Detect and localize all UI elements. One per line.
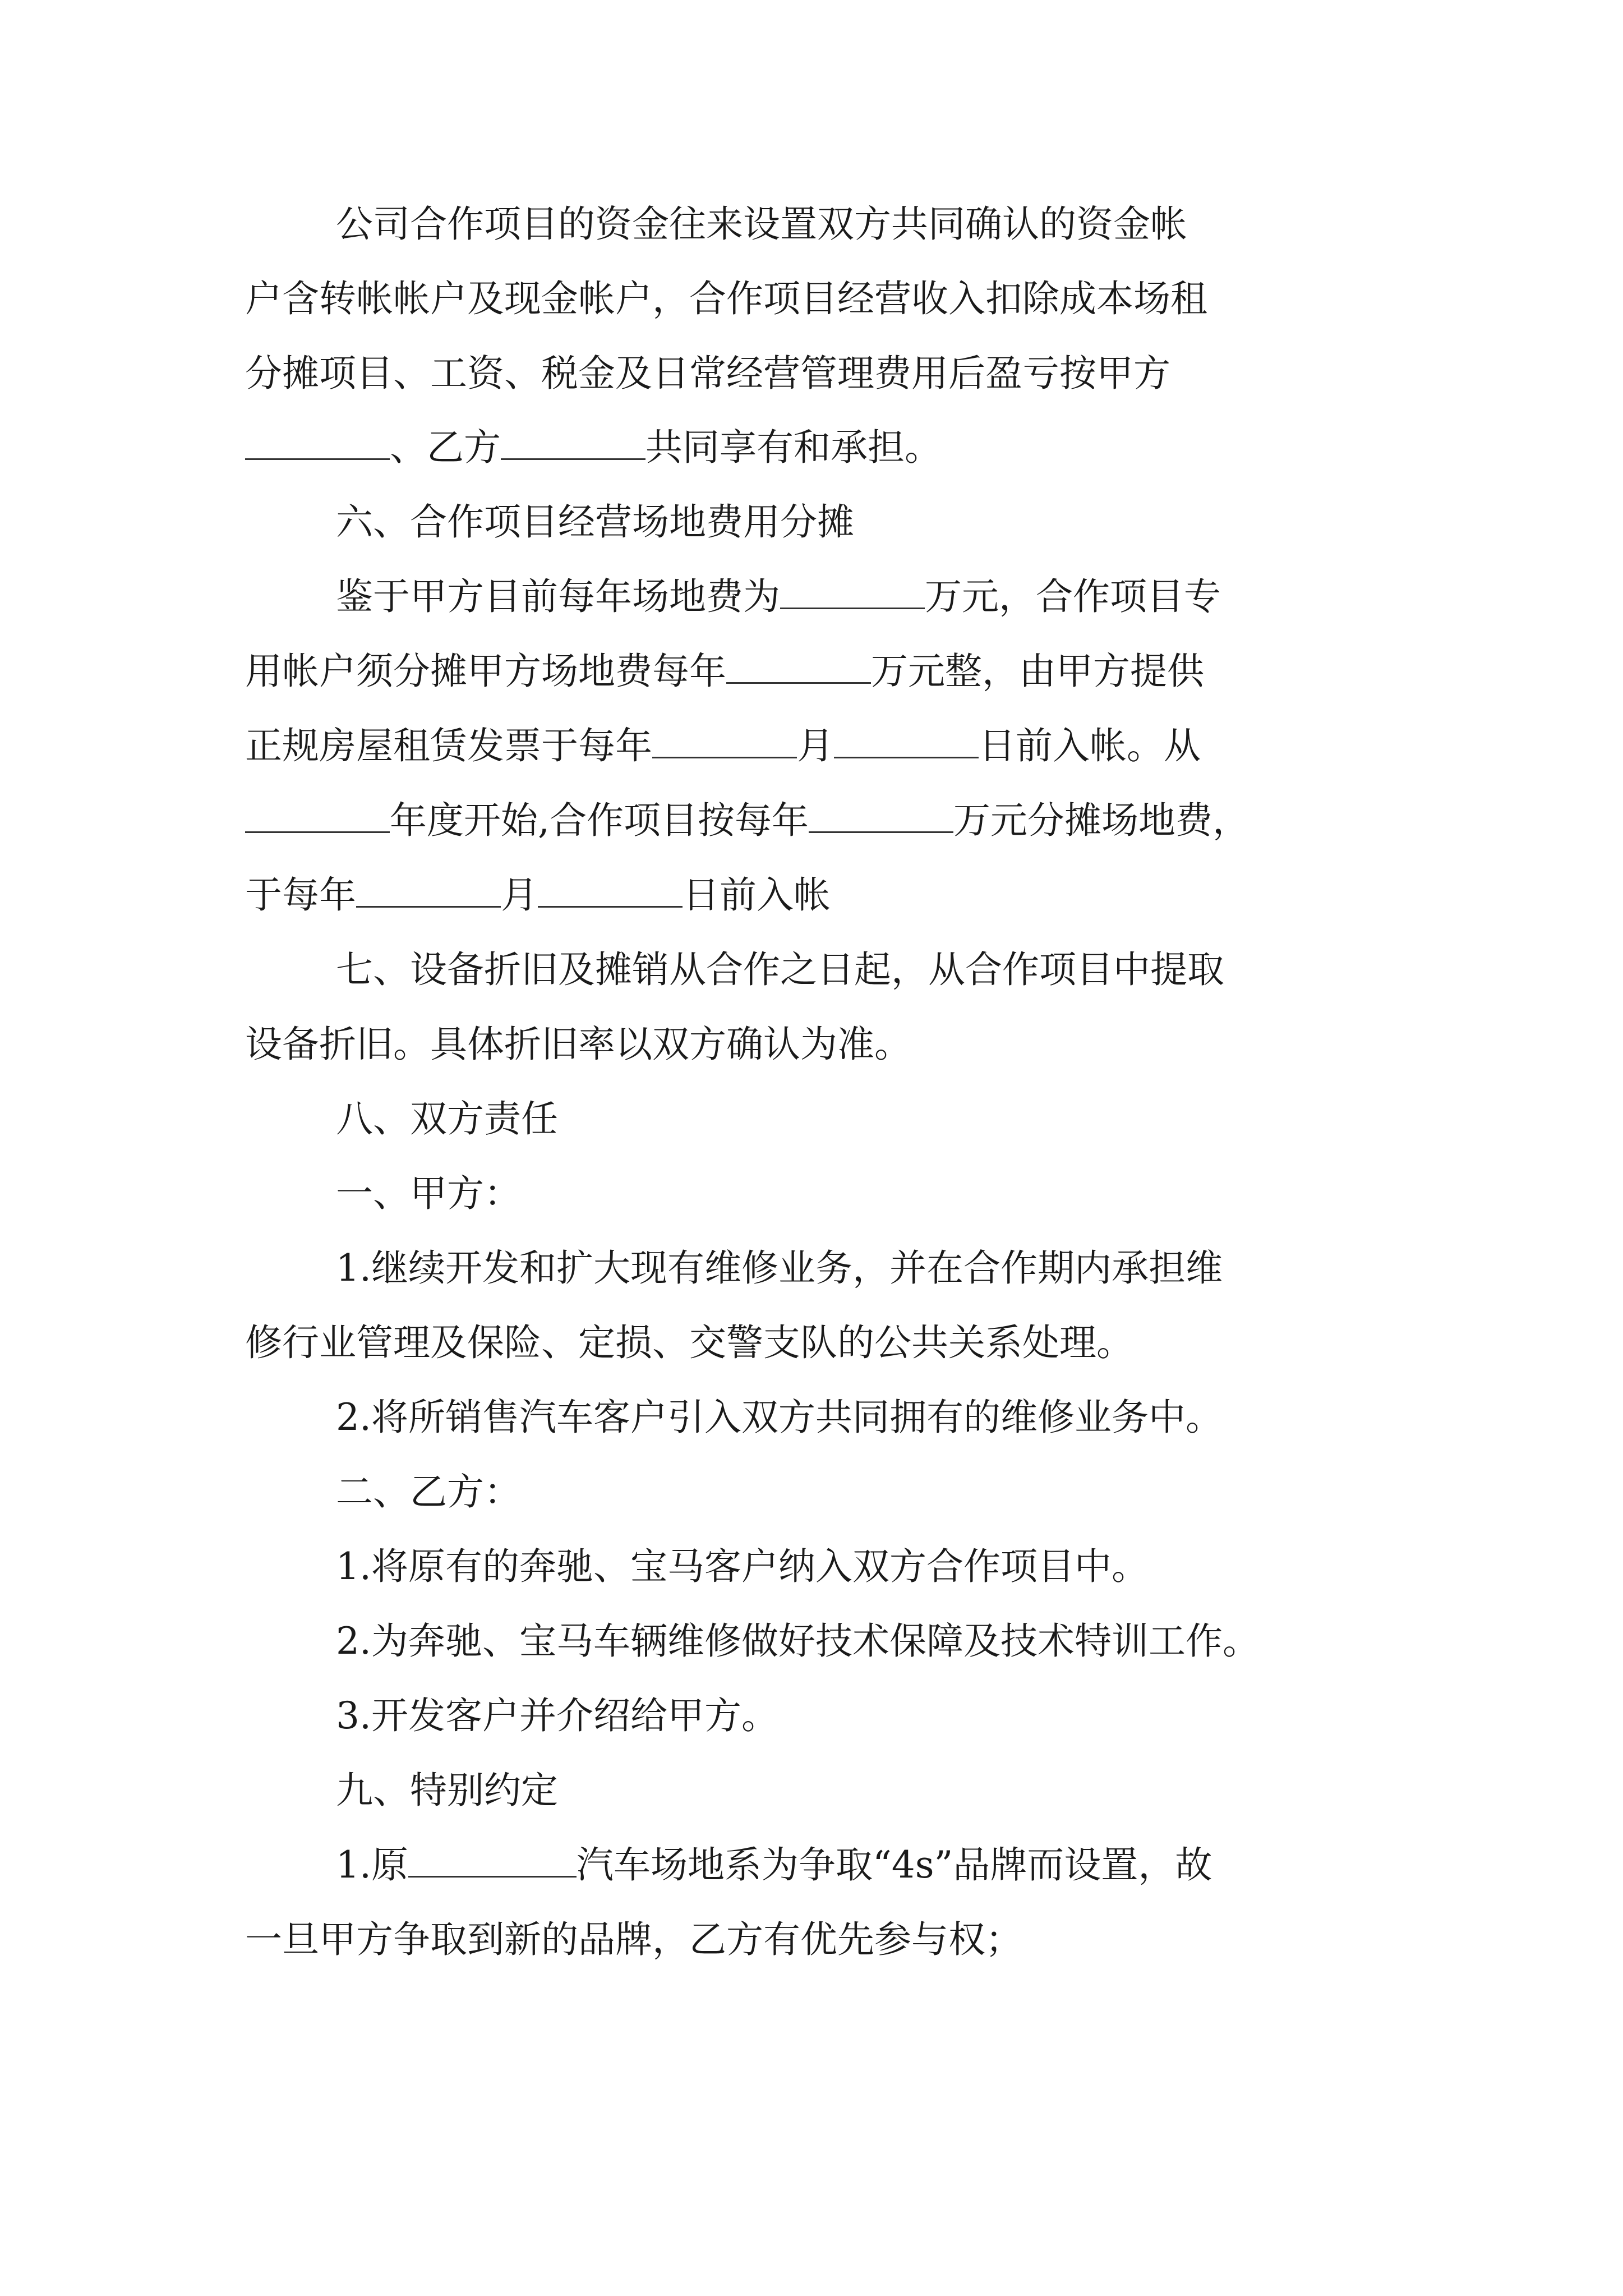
body-text-line: 修行业管理及保险、定损、交警支队的公共关系处理。 [245,1321,1133,1364]
body-text-line: 于每年 月 日前入帐 [245,873,831,917]
body-text-line: 、乙方 共同享有和承担。 [245,425,942,470]
body-text-line: 公司合作项目的资金往来设置双方共同确认的资金帐 [336,203,1187,246]
blank-field [245,429,390,460]
blank-field [780,578,925,609]
sub-heading: 一、甲方： [336,1172,521,1215]
body-text-line: 3.开发客户并介绍给甲方。 [336,1694,778,1737]
body-text-line: 1.继续开发和扩大现有维修业务，并在合作期内承担维 [336,1246,1223,1290]
body-text-line: 正规房屋租赁发票于每年 月 日前入帐。从 [245,724,1201,767]
body-text-line: 2.将所销售汽车客户引入双方共同拥有的维修业务中。 [336,1396,1223,1439]
body-text-line: 户含转帐帐户及现金帐户，合作项目经营收入扣除成本场租 [245,277,1207,320]
section-heading: 九、特别约定 [336,1769,558,1812]
blank-field [652,728,797,758]
body-text-line: 七、设备折旧及摊销从合作之日起，从合作项目中提取 [336,948,1224,991]
body-text-line: 1.将原有的奔驰、宝马客户纳入双方合作项目中。 [336,1545,1149,1588]
blank-field [356,877,501,908]
body-text-line: 鉴于甲方目前每年场地费为 万元，合作项目专 [336,575,1221,618]
blank-field [408,1847,577,1878]
sub-heading: 二、乙方： [336,1470,521,1513]
body-text-line: 设备折旧。具体折旧率以双方确认为准。 [245,1023,911,1066]
body-text-line: 一旦甲方争取到新的品牌，乙方有优先参与权； [245,1918,1022,1961]
blank-field [245,802,390,833]
blank-field [501,429,645,460]
body-text-line: 2.为奔驰、宝马车辆维修做好技术保障及技术特训工作。 [336,1619,1260,1663]
blank-field [726,653,871,684]
body-text-line: 年度开始,合作项目按每年 万元分摊场地费， [245,798,1249,843]
body-text-line: 1.原 汽车场地系为争取“4s”品牌而设置，故 [336,1843,1212,1887]
blank-field [809,802,953,833]
blank-field [538,877,683,908]
section-heading: 六、合作项目经营场地费用分摊 [336,500,854,544]
section-heading: 八、双方责任 [336,1097,558,1140]
body-text-line: 用帐户须分摊甲方场地费每年 万元整，由甲方提供 [245,650,1204,693]
body-text-line: 分摊项目、工资、税金及日常经营管理费用后盈亏按甲方 [245,352,1170,395]
blank-field [834,728,979,758]
